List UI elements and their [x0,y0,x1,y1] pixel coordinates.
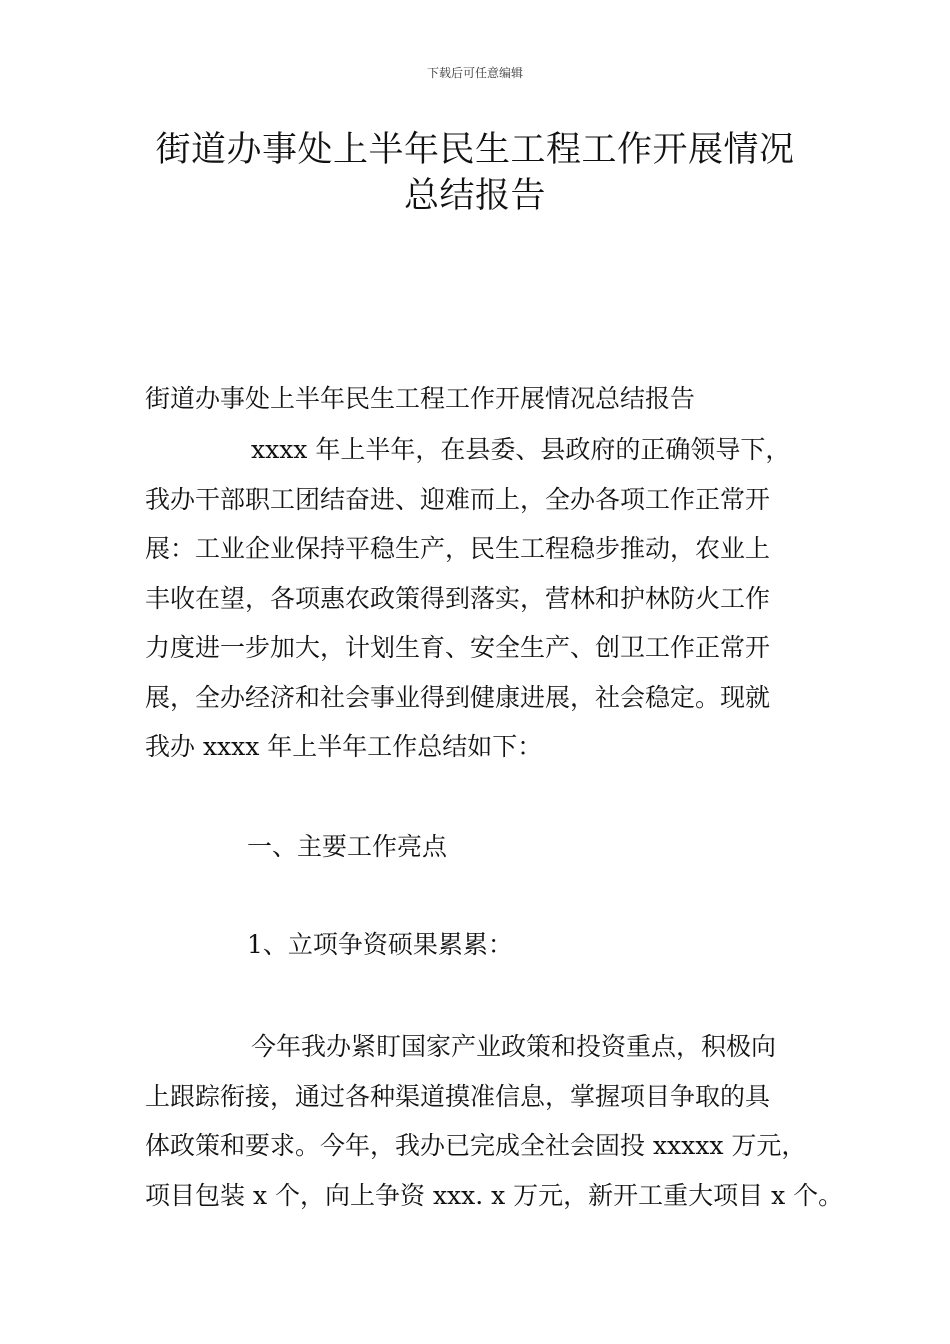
paragraph-line: 我办干部职工团结奋进、迎难而上，全办各项工作正常开 [145,484,771,514]
section-heading: 一、主要工作亮点 [247,832,448,861]
paragraph-line: 我办 xxxx 年上半年工作总结如下： [145,732,543,761]
paragraph-line: 展，全办经济和社会事业得到健康进展，社会稳定。现就 [145,682,771,712]
paragraph-line: 项目包装 x 个，向上争资 xxx. x 万元，新开工重大项目 x 个。 [145,1180,844,1210]
paragraph-intro [145,425,810,772]
paragraph-line: xxxx 年上半年，在县委、县政府的正确领导下， [251,435,791,464]
title-line-1: 街道办事处上半年民生工程工作开展情况 [155,130,795,170]
paragraph-line: 展：工业企业保持平稳生产，民生工程稳步推动，农业上 [145,534,771,563]
subsection-heading: 1、立项争资硕果累累： [247,930,513,959]
title-line-2: 总结报告 [403,176,546,216]
paragraph-line: 今年我办紧盯国家产业政策和投资重点，积极向 [251,1032,777,1061]
header-note: 下载后可任意编辑 [426,66,523,80]
paragraph-line: 体政策和要求。今年，我办已完成全社会固投 xxxxx 万元， [145,1131,807,1160]
paragraph-line: 丰收在望，各项惠农政策得到落实，营林和护林防火工作 [145,583,771,613]
document-title [0,127,950,219]
paragraph-line: 上跟踪衔接，通过各种渠道摸准信息，掌握项目争取的具 [145,1081,771,1111]
paragraph-projects [145,1022,844,1220]
subject-line: 街道办事处上半年民生工程工作开展情况总结报告 [145,384,696,413]
paragraph-line: 力度进一步加大，计划生育、安全生产、创卫工作正常开 [145,633,771,662]
